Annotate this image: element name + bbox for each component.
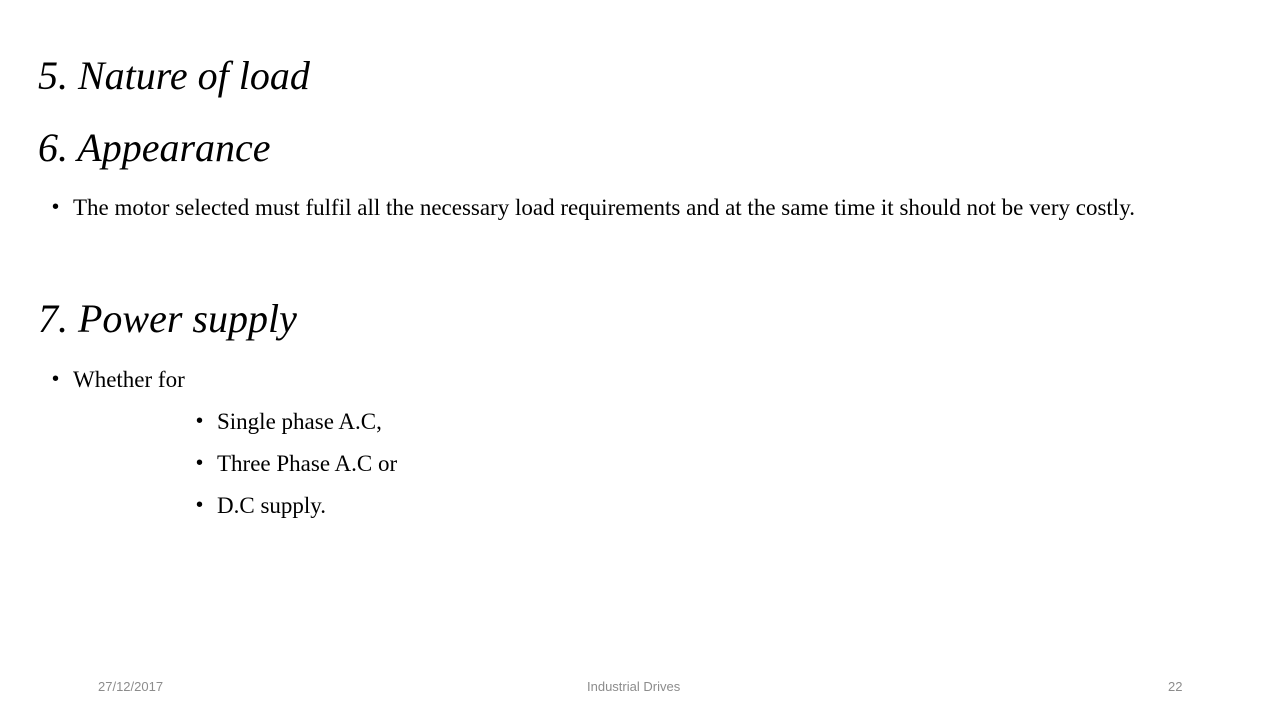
bullet-dot-icon: • [196,494,204,516]
bullet-dot-icon: • [196,452,204,474]
heading-nature-of-load: 5. Nature of load [38,53,310,98]
bullet-dot-icon: • [196,410,204,432]
sub-bullet-single-phase [196,404,382,439]
sub-bullet-text: D.C supply. [217,493,327,518]
sub-bullet-three-phase [196,446,398,481]
bullet-appearance [52,190,1235,225]
footer-title: Industrial Drives [587,679,681,694]
bullet-dot-icon: • [52,196,60,218]
footer-date: 27/12/2017 [98,679,164,694]
bullet-whether-for [52,362,185,397]
heading-power-supply: 7. Power supply [38,296,297,341]
sub-bullet-text: Single phase A.C, [217,409,382,434]
bullet-dot-icon: • [52,368,60,390]
bullet-whether-for-text: Whether for [73,367,185,392]
footer-page-number: 22 [1168,679,1183,694]
heading-appearance: 6. Appearance [38,125,271,170]
sub-bullet-dc-supply [196,488,327,523]
sub-bullet-text: Three Phase A.C or [217,451,398,476]
bullet-appearance-text: The motor selected must fulfil all the necessary load requirements and at the same time it should not be very costly. [73,195,1135,220]
